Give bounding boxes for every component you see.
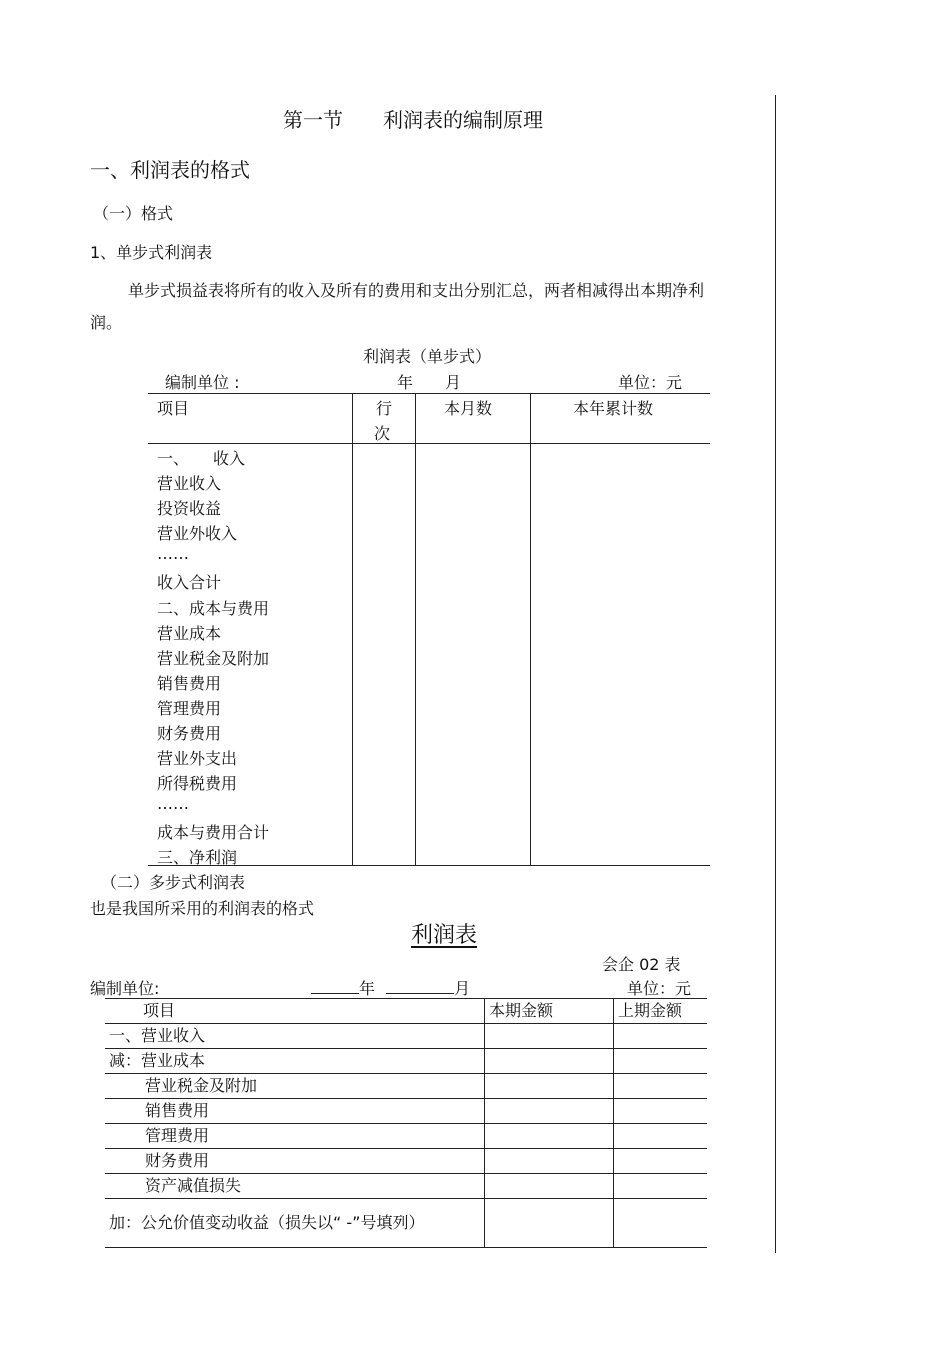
table1-row: 管理费用 bbox=[157, 699, 222, 718]
table2-year: 年 bbox=[359, 979, 376, 998]
multi-step-note: 也是我国所采用的利润表的格式 bbox=[90, 899, 315, 918]
previous-amount-cell bbox=[614, 1174, 708, 1199]
section-name: 利润表的编制原理 bbox=[383, 108, 543, 132]
previous-amount-cell bbox=[614, 1199, 708, 1248]
page-margin-rule bbox=[775, 95, 776, 1253]
row-label: 营业税金及附加 bbox=[105, 1074, 485, 1099]
table-row bbox=[105, 1049, 707, 1074]
section-title bbox=[283, 104, 543, 133]
row-label: 资产减值损失 bbox=[105, 1174, 485, 1199]
table1-header-line-a: 行 bbox=[376, 399, 393, 418]
table2-header-row bbox=[105, 999, 707, 1024]
table1-row: 投资收益 bbox=[157, 499, 222, 518]
table2-code: 会企 02 表 bbox=[602, 955, 681, 974]
heading-format: （一）格式 bbox=[93, 204, 174, 223]
table1-col-divider bbox=[415, 393, 416, 865]
table1-unit: 单位：元 bbox=[618, 373, 683, 392]
table1-header-line-b: 次 bbox=[374, 424, 391, 443]
table-row bbox=[105, 1074, 707, 1099]
previous-amount-cell bbox=[614, 1124, 708, 1149]
table1-header-ytd: 本年累计数 bbox=[573, 399, 654, 418]
table1-top-rule bbox=[148, 393, 710, 394]
current-amount-cell bbox=[485, 1124, 614, 1149]
table1-header-rule bbox=[148, 443, 710, 444]
previous-amount-cell bbox=[614, 1149, 708, 1174]
table1-caption: 利润表（单步式） bbox=[363, 347, 492, 366]
table-row bbox=[105, 1199, 707, 1248]
table-row bbox=[105, 1149, 707, 1174]
table1-row: 成本与费用合计 bbox=[157, 823, 270, 842]
current-amount-cell bbox=[485, 1049, 614, 1074]
table1-row: 营业成本 bbox=[157, 624, 222, 643]
current-amount-cell bbox=[485, 1024, 614, 1049]
table1-row: 收入合计 bbox=[157, 573, 222, 592]
year-blank bbox=[311, 979, 359, 994]
current-amount-cell bbox=[485, 1149, 614, 1174]
heading-income-statement-format: 一、利润表的格式 bbox=[90, 158, 250, 182]
row-label: 销售费用 bbox=[105, 1099, 485, 1124]
table1-month: 月 bbox=[445, 373, 462, 392]
month-blank bbox=[386, 979, 454, 994]
current-amount-cell bbox=[485, 1199, 614, 1248]
row-label: 一、营业收入 bbox=[105, 1024, 485, 1049]
table2-prepared-by: 编制单位: bbox=[90, 979, 160, 998]
heading-single-step: 1、单步式利润表 bbox=[90, 243, 213, 262]
table1-row: 销售费用 bbox=[157, 674, 222, 693]
current-amount-cell bbox=[485, 1099, 614, 1124]
row-label: 财务费用 bbox=[105, 1149, 485, 1174]
table1-row: 营业税金及附加 bbox=[157, 649, 270, 668]
table-row bbox=[105, 1099, 707, 1124]
table-row bbox=[105, 1024, 707, 1049]
table1-row: 财务费用 bbox=[157, 724, 222, 743]
table1-header-item: 项目 bbox=[157, 399, 190, 418]
row-label: 管理费用 bbox=[105, 1124, 485, 1149]
table2-unit: 单位：元 bbox=[627, 979, 692, 998]
table1-col-divider bbox=[352, 393, 353, 865]
table2 bbox=[105, 998, 707, 1248]
table2-header-previous: 上期金额 bbox=[614, 999, 708, 1024]
table-row bbox=[105, 1174, 707, 1199]
row-label: 减：营业成本 bbox=[105, 1049, 485, 1074]
table1-row: 营业外支出 bbox=[157, 749, 238, 768]
previous-amount-cell bbox=[614, 1074, 708, 1099]
table1-row: 一、 收入 bbox=[157, 449, 246, 468]
table1-row: 营业收入 bbox=[157, 474, 222, 493]
table1-row: 所得税费用 bbox=[157, 774, 238, 793]
table1-prepared-by: 编制单位 : bbox=[165, 373, 240, 392]
table1-row: 二、成本与费用 bbox=[157, 599, 270, 618]
table1-row: …… bbox=[157, 794, 189, 813]
heading-multi-step: （二）多步式利润表 bbox=[101, 873, 246, 892]
previous-amount-cell bbox=[614, 1024, 708, 1049]
current-amount-cell bbox=[485, 1174, 614, 1199]
previous-amount-cell bbox=[614, 1049, 708, 1074]
previous-amount-cell bbox=[614, 1099, 708, 1124]
row-label: 加：公允价值变动收益（损失以“ -”号填列） bbox=[105, 1199, 485, 1248]
table2-month: 月 bbox=[454, 979, 471, 998]
table2-header-current: 本期金额 bbox=[485, 999, 614, 1024]
table2-title: 利润表 bbox=[411, 923, 478, 948]
table2-header-item: 项目 bbox=[105, 999, 485, 1024]
current-amount-cell bbox=[485, 1074, 614, 1099]
section-number: 第一节 bbox=[283, 108, 343, 132]
table1-year: 年 bbox=[397, 373, 414, 392]
table1-row: 营业外收入 bbox=[157, 524, 238, 543]
table2-date bbox=[311, 976, 470, 999]
table-row bbox=[105, 1124, 707, 1149]
table1-col-divider bbox=[530, 393, 531, 865]
single-step-description: 单步式损益表将所有的收入及所有的费用和支出分别汇总，两者相减得出本期净利润。 bbox=[90, 281, 705, 332]
table1-header-month: 本月数 bbox=[444, 399, 493, 418]
table1-row: 三、净利润 bbox=[157, 848, 238, 867]
table1-row: …… bbox=[157, 544, 189, 563]
